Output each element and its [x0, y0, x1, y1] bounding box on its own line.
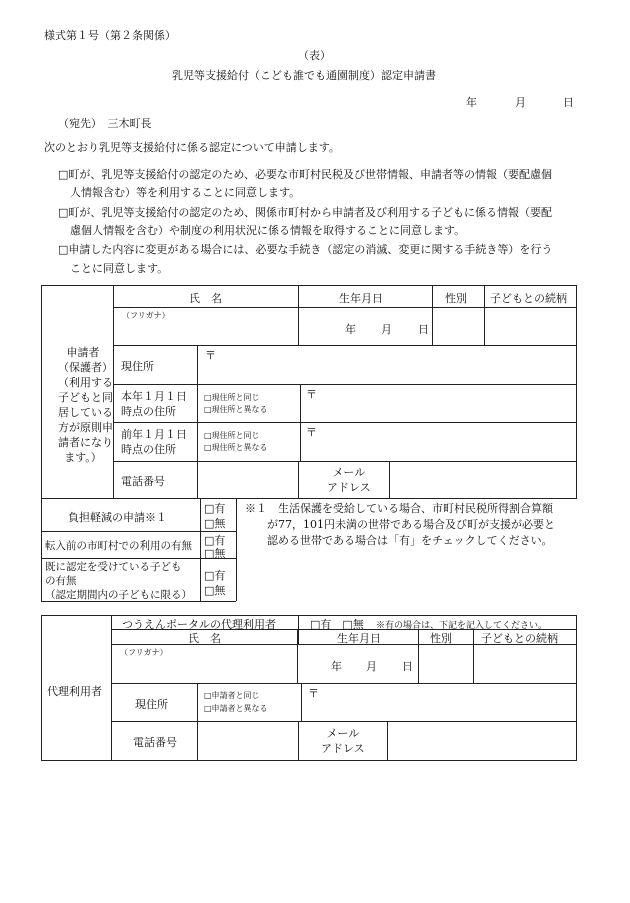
proxy-birth-day[interactable]: 日	[402, 660, 413, 673]
certified-child-label: 既に認定を受けている子ども の有無 （認定期間内の子どもに限る）	[45, 561, 192, 601]
proxy-postal-mark: 〒	[308, 687, 319, 700]
date-month[interactable]: 月	[515, 96, 526, 109]
consent-3-line2: ことに同意します。	[70, 262, 169, 275]
email-label: メール アドレス	[327, 466, 371, 494]
jan1-postal-mark: 〒	[306, 388, 317, 401]
proxy-same-checkbox[interactable]: □申請者と同じ	[204, 691, 260, 700]
burden-note: ※１ 生活保護を受給している場合、市町村民税所得割合算額 が77，101円未満の世帯である場合及び町が支援が必要と 認める世帯である場合は「有」をチェックしてください。	[245, 502, 555, 547]
name-input[interactable]	[114, 320, 297, 344]
proxy-name-input[interactable]	[112, 657, 296, 682]
proxy-email-label: メール アドレス	[321, 727, 365, 755]
furigana-label: （フリガナ）	[122, 311, 170, 320]
addressee: （宛先） 三木町長	[58, 117, 152, 130]
birth-year[interactable]: 年	[345, 323, 356, 336]
current-address-label: 現住所	[121, 360, 154, 373]
prev-jan1-diff-checkbox[interactable]: □現住所と異なる	[204, 443, 268, 452]
proxy-phone-input[interactable]	[198, 722, 297, 759]
transfer-usage-label: 転入前の市町村での利用の有無	[45, 540, 192, 552]
proxy-address-label: 現住所	[135, 698, 168, 711]
consent-1-line1[interactable]: □町が、乳児等支援給付の認定のため、必要な市町村民税及び世帯情報、申請者等の情報（要配慮個	[58, 168, 552, 181]
proxy-birth-month[interactable]: 月	[366, 660, 377, 673]
burden-yes-checkbox[interactable]: □有	[204, 502, 226, 515]
prev-jan1-address-input[interactable]	[301, 423, 575, 460]
transfer-yes-checkbox[interactable]: □有	[204, 534, 226, 547]
header-name: 氏 名	[189, 292, 222, 305]
consent-2-line2: 慮個人情報を含む）や制度の利用状況に係る情報を取得することに同意します。	[70, 224, 466, 237]
proxy-header-gender: 性別	[430, 632, 452, 645]
intro-text: 次のとおり乳児等支援給付に係る認定について申請します。	[44, 141, 340, 154]
date-day[interactable]: 日	[563, 96, 574, 109]
proxy-phone-label: 電話番号	[133, 736, 177, 749]
email-input[interactable]	[390, 462, 575, 497]
jan1-same-checkbox[interactable]: □現住所と同じ	[204, 393, 260, 402]
proxy-row-label: 代理利用者	[47, 685, 102, 698]
proxy-header-birthdate: 生年月日	[337, 632, 381, 645]
proxy-diff-checkbox[interactable]: □申請者と異なる	[204, 704, 268, 713]
header-relation: 子どもとの続柄	[490, 292, 567, 305]
jan1-diff-checkbox[interactable]: □現住所と異なる	[204, 405, 268, 414]
burden-no-checkbox[interactable]: □無	[204, 517, 226, 530]
jan1-address-label: 本年１月１日 時点の住所	[121, 390, 187, 418]
form-number: 様式第１号（第２条関係）	[44, 29, 176, 42]
phone-input[interactable]	[198, 462, 297, 497]
postal-mark: 〒	[205, 349, 216, 362]
proxy-header-name: 氏 名	[188, 632, 221, 645]
portal-proxy-checkbox[interactable]: □有 □無	[310, 618, 364, 631]
proxy-header-relation: 子どもとの続柄	[481, 632, 558, 645]
consent-1-line2: 人情報含む）等を利用することに同意します。	[70, 186, 301, 199]
proxy-gender-input[interactable]	[419, 645, 472, 682]
certified-yes-checkbox[interactable]: □有	[204, 569, 226, 582]
transfer-no-checkbox[interactable]: □無	[204, 547, 226, 560]
phone-label: 電話番号	[121, 475, 165, 488]
current-address-input[interactable]	[198, 346, 575, 383]
form-side: （表）	[298, 49, 331, 62]
prev-jan1-address-label: 前年１月１日 時点の住所	[121, 428, 187, 456]
consent-2-line1[interactable]: □町が、乳児等支援給付の認定のため、関係市町村から申請者及び利用する子どもに係る情報（要配	[58, 206, 552, 219]
prev-jan1-postal-mark: 〒	[306, 426, 317, 439]
portal-proxy-note: ※有の場合は、下記を記入してください。	[376, 621, 548, 631]
birth-day[interactable]: 日	[418, 323, 429, 336]
date-year[interactable]: 年	[466, 96, 477, 109]
header-birthdate: 生年月日	[339, 292, 383, 305]
header-gender: 性別	[445, 292, 467, 305]
burden-label: 負担軽減の申請※１	[68, 511, 167, 524]
proxy-email-input[interactable]	[388, 722, 575, 759]
birth-month[interactable]: 月	[381, 323, 392, 336]
consent-3-line1[interactable]: □申請した内容に変更がある場合には、必要な手続き（認定の消滅、変更に関する手続き等）を行う	[58, 243, 553, 256]
portal-proxy-label: つうえんポータルの代理利用者	[122, 618, 276, 631]
gender-input[interactable]	[433, 308, 483, 344]
certified-no-checkbox[interactable]: □無	[204, 584, 226, 597]
prev-jan1-same-checkbox[interactable]: □現住所と同じ	[204, 431, 260, 440]
proxy-address-input[interactable]	[302, 684, 575, 720]
proxy-birth-year[interactable]: 年	[331, 660, 342, 673]
relation-input[interactable]	[485, 308, 575, 344]
proxy-relation-input[interactable]	[474, 645, 575, 682]
applicant-row-label: 申請者 （保護者） （利用する 子どもと同 居している 方が原則申 請者になり ます。）	[58, 346, 113, 464]
proxy-furigana-label: （フリガナ）	[120, 648, 168, 657]
form-title: 乳児等支援給付（こども誰でも通園制度）認定申請書	[172, 69, 436, 82]
jan1-address-input[interactable]	[301, 385, 575, 421]
